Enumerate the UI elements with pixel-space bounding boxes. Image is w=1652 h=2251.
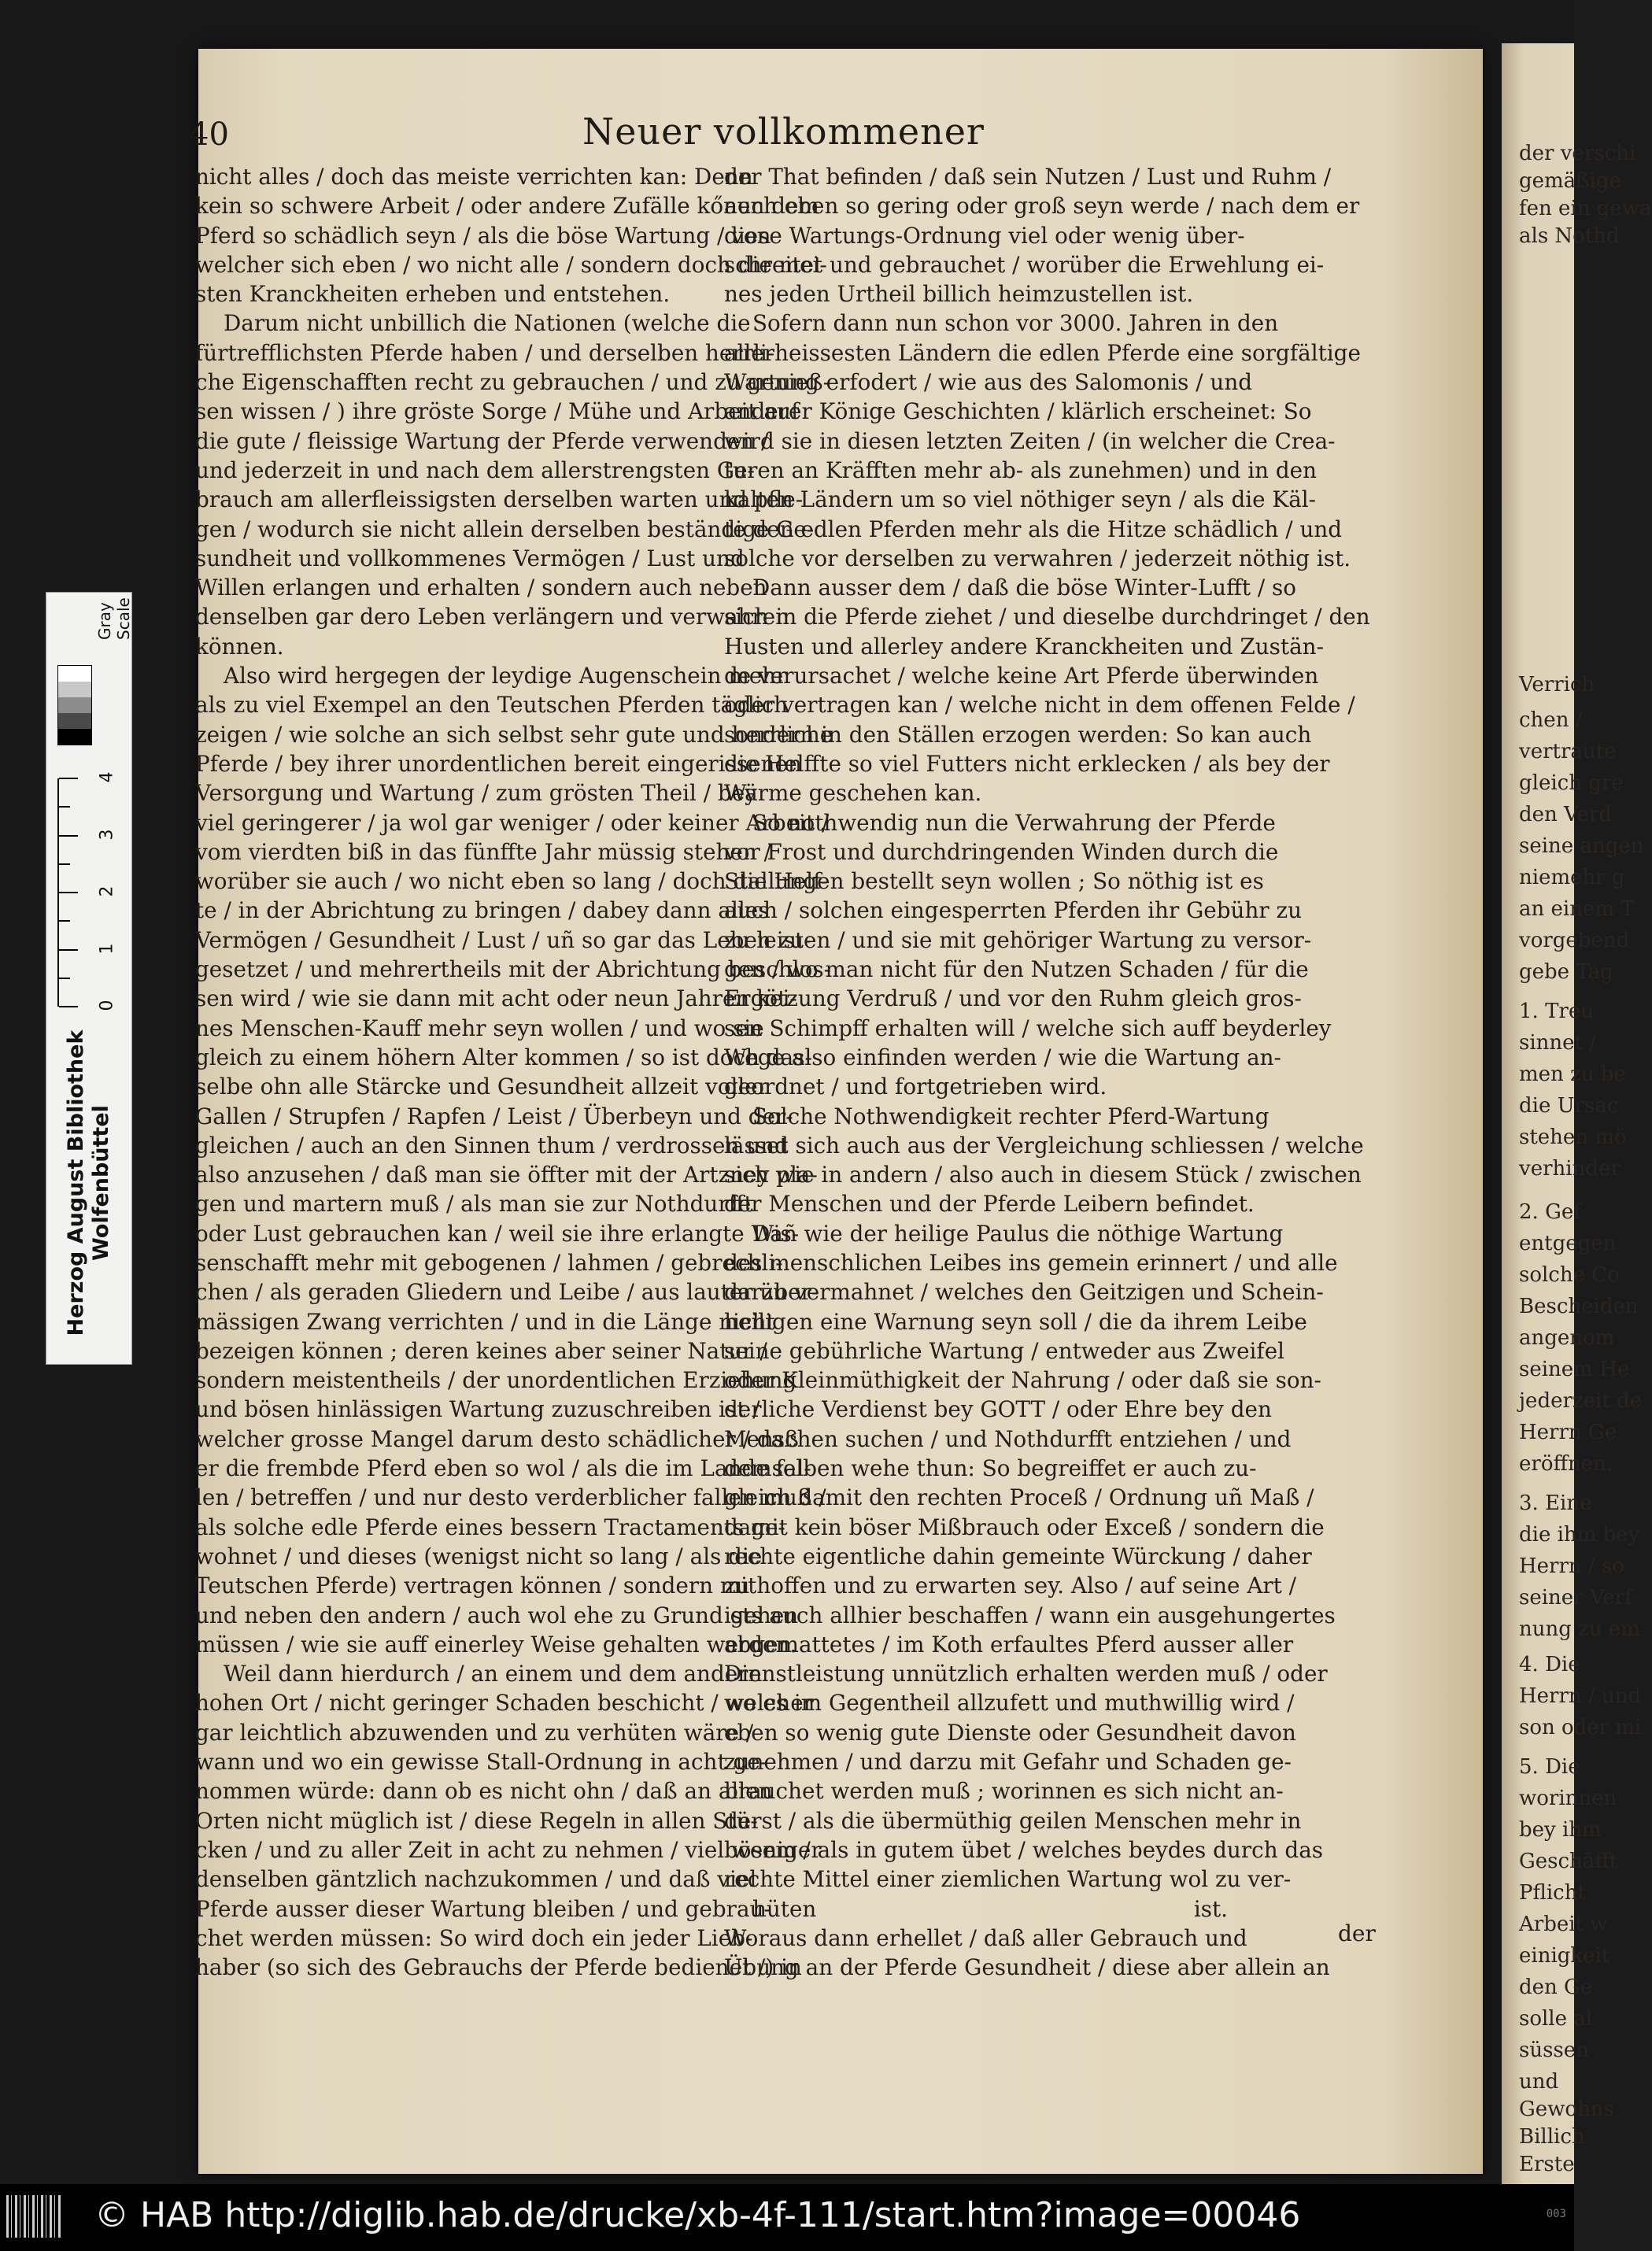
gray-swatch bbox=[58, 697, 91, 713]
text-line: sich in die Pferde ziehet / und dieselbe durchdringet / den bbox=[724, 604, 1370, 630]
text-line: oder Lust gebrauchen kan / weil sie ihre erlangte Wis- bbox=[195, 1220, 800, 1247]
facing-page-fragment: niemehr g bbox=[1519, 866, 1625, 889]
text-line: brauch am allerfleissigsten derselben warten und pfle- bbox=[195, 486, 804, 513]
text-line: Darum nicht unbillich die Nationen (welche die bbox=[224, 310, 751, 337]
text-line: senschafft mehr mit gebogenen / lahmen / gebrechli- bbox=[195, 1249, 783, 1276]
ruler-tick bbox=[59, 835, 78, 837]
text-line: sondern meistentheils / der unordentlichen Erziehung bbox=[195, 1367, 797, 1394]
text-line: hüten ist. bbox=[752, 1895, 1228, 1922]
facing-page-fragment: vorgebend bbox=[1519, 929, 1630, 952]
text-line: sten Kranckheiten erheben und entstehen. bbox=[195, 281, 671, 308]
text-line: Willen erlangen und erhalten / sondern auch neben bbox=[195, 575, 767, 601]
text-line: Dañ wie der heilige Paulus die nöthige Wartung bbox=[752, 1220, 1284, 1247]
facing-page-fragment: vertraute bbox=[1519, 740, 1617, 763]
text-line: müssen / wie sie auff einerley Weise gehalten werden. bbox=[195, 1631, 797, 1658]
facing-page-fragment: entgegen bbox=[1519, 1232, 1617, 1255]
text-line: die Helffte so viel Futters nicht erklecken / als bey der bbox=[724, 750, 1330, 777]
text-line: Dann ausser dem / daß die böse Winter-Lufft / so bbox=[752, 575, 1297, 601]
gray-swatch bbox=[58, 682, 91, 697]
facing-page-fragment: Erste bbox=[1519, 2153, 1575, 2176]
text-line: Pferde ausser dieser Wartung bleiben / und gebrau- bbox=[195, 1895, 771, 1922]
facing-page-fragment: solle al bbox=[1519, 2007, 1593, 2031]
text-line: vor Frost und durchdringenden Winden durch die bbox=[724, 838, 1279, 865]
text-line: Teutschen Pferde) vertragen können / sondern mit bbox=[195, 1573, 757, 1599]
gray-swatch bbox=[58, 729, 91, 745]
text-line: Pferde / bey ihrer unordentlichen bereit eingerissenen bbox=[195, 750, 802, 777]
text-line: derliche Verdienst bey GOTT / oder Ehre bey den bbox=[724, 1396, 1272, 1423]
text-line: sen Schimpff erhalten will / welche sich auff beyderley bbox=[724, 1015, 1332, 1041]
text-line: sen wissen / ) ihre gröste Sorge / Mühe und Arbeit auf bbox=[195, 398, 800, 425]
text-line: zu hoffen und zu erwarten sey. Also / auf seine Art / bbox=[724, 1573, 1297, 1599]
text-line: oder vertragen kan / welche nicht in dem offenen Felde / bbox=[724, 692, 1355, 719]
text-line: lässet sich auch aus der Vergleichung schliessen / welche bbox=[724, 1132, 1364, 1159]
text-line: turen an Kräfften mehr ab- als zunehmen) und in den bbox=[724, 456, 1317, 483]
text-line: mässigen Zwang verrichten / und in die Länge nicht bbox=[195, 1308, 775, 1335]
facing-page-fragment: Geschäfft bbox=[1519, 1850, 1618, 1873]
text-line: allerheissesten Ländern die edlen Pferde eine sorgfältige bbox=[724, 339, 1361, 366]
facing-page-fragment: 1. Treu bbox=[1519, 1000, 1594, 1023]
text-line: als zu viel Exempel an den Teutschen Pferden täglich bbox=[195, 692, 789, 719]
text-line: abgemattetes / im Koth erfaultes Pferd ausser aller bbox=[724, 1631, 1294, 1658]
ruler-number: 1 bbox=[97, 943, 117, 954]
text-line: cken / und zu aller Zeit in acht zu nehmen / viel weniger bbox=[195, 1836, 822, 1863]
text-line: de verursachet / welche keine Art Pferde überwinden bbox=[724, 663, 1319, 689]
text-line: nes Menschen-Kauff mehr seyn wollen / und wo sie bbox=[195, 1015, 764, 1041]
library-city: Wolfenbüttel bbox=[89, 1105, 113, 1261]
ruler-minor-tick bbox=[59, 978, 70, 979]
text-line: Übung an der Pferde Gesundheit / diese aber allein an bbox=[724, 1954, 1330, 1981]
facing-page-edge bbox=[1502, 43, 1652, 2184]
text-line: Orten nicht müglich ist / diese Regeln in allen Stü- bbox=[195, 1807, 758, 1834]
facing-page-fragment: eröffnen. bbox=[1519, 1452, 1613, 1476]
text-line: eben so wenig gute Dienste oder Gesundheit davon bbox=[724, 1719, 1296, 1746]
text-line: nicht alles / doch das meiste verrichten kan: Denn bbox=[195, 164, 753, 190]
facing-page-fragment: bey ihm bbox=[1519, 1818, 1602, 1842]
facing-page-fragment: Herrn Ge bbox=[1519, 1421, 1617, 1444]
text-line: Weil dann hierdurch / an einem und dem andern bbox=[224, 1661, 763, 1687]
ruler-tick bbox=[59, 778, 78, 779]
ruler-minor-tick bbox=[59, 863, 70, 865]
facing-page-fragment: seiner Verf bbox=[1519, 1586, 1632, 1610]
facing-page-fragment: Pflicht bbox=[1519, 1881, 1586, 1905]
text-line: als solche edle Pferde eines bessern Tractaments ge- bbox=[195, 1514, 785, 1540]
text-line: Vermögen / Gesundheit / Lust / uñ so gar das Leben zu- bbox=[195, 926, 811, 953]
text-line: Woraus dann erhellet / daß aller Gebrauch und bbox=[724, 1924, 1247, 1951]
facing-page-fragment: nung zu em bbox=[1519, 1617, 1640, 1641]
facing-page-fragment: den Verd bbox=[1519, 803, 1612, 826]
text-line: Gallen / Strupfen / Rapfen / Leist / Überbeyn und der- bbox=[195, 1103, 793, 1129]
ruler-number: 2 bbox=[97, 885, 117, 897]
text-line: demselben wehe thun: So begreiffet er auch zu- bbox=[724, 1455, 1257, 1482]
text-line: rechte Mittel einer ziemlichen Wartung wol zu ver- bbox=[724, 1866, 1292, 1893]
text-line: kalten Ländern um so viel nöthiger seyn / als die Käl- bbox=[724, 486, 1317, 513]
text-line: sen wird / wie sie dann mit acht oder neun Jahren kei- bbox=[195, 985, 797, 1012]
text-line: auch / solchen eingesperrten Pferden ihr Gebühr zu bbox=[724, 897, 1303, 924]
text-line: nes jeden Urtheil billich heimzustellen ist. bbox=[724, 281, 1194, 308]
text-line: der That befinden / daß sein Nutzen / Lust und Ruhm / bbox=[724, 164, 1332, 190]
text-line: chet werden müssen: So wird doch ein jeder Lieb- bbox=[195, 1924, 753, 1951]
text-line: solche vor derselben zu verwahren / jederzeit nöthig ist. bbox=[724, 545, 1351, 571]
text-line: vom vierdten biß in das fünffte Jahr müssig stehen / bbox=[195, 838, 771, 865]
facing-page-fragment: 5. Die bbox=[1519, 1755, 1580, 1779]
text-line: der Menschen und der Pferde Leibern befindet. bbox=[724, 1191, 1255, 1218]
text-line: zu leisten / und sie mit gehöriger Wartung zu versor- bbox=[724, 926, 1312, 953]
text-line: oder Kleinmüthigkeit der Nahrung / oder daß sie son- bbox=[724, 1367, 1321, 1394]
text-line: hohen Ort / nicht geringer Schaden beschicht / welcher bbox=[195, 1690, 814, 1717]
text-line: gleich damit den rechten Proceß / Ordnung uñ Maß / bbox=[724, 1484, 1314, 1511]
text-line: diese Wartungs-Ordnung viel oder wenig über- bbox=[724, 222, 1245, 249]
text-line: also anzusehen / daß man sie öffter mit der Artzney pla- bbox=[195, 1162, 818, 1188]
text-line: te / in der Abrichtung zu bringen / dabey dann alles bbox=[195, 897, 770, 924]
text-line: welcher sich eben / wo nicht alle / sondern doch die mei- bbox=[195, 251, 827, 278]
text-line: chen / als geraden Gliedern und Leibe / aus lauter über- bbox=[195, 1279, 819, 1306]
facing-page-fragment: Verrich bbox=[1519, 673, 1595, 697]
footer-code: 003 bbox=[1546, 2208, 1566, 2220]
facing-page-fragment: 4. Die bbox=[1519, 1653, 1580, 1676]
text-line: Dienstleistung unnützlich erhalten werden muß / oder bbox=[724, 1661, 1328, 1687]
text-line: gar leichtlich abzuwenden und zu verhüten wäre / bbox=[195, 1719, 754, 1746]
text-line: gen / wodurch sie nicht allein derselben beständige Ge- bbox=[195, 516, 815, 542]
text-line: anderer Könige Geschichten / klärlich erscheinet: So bbox=[724, 398, 1312, 425]
text-line: bösem / als in gutem übet / welches beydes durch das bbox=[724, 1836, 1324, 1863]
text-line: Also wird hergegen der leydige Augenschein mehr bbox=[224, 663, 787, 689]
text-line: auch eben so gering oder groß seyn werde / nach dem er bbox=[724, 193, 1360, 220]
text-line: geordnet / und fortgetrieben wird. bbox=[724, 1074, 1107, 1100]
facing-page-fragment: men zu be bbox=[1519, 1063, 1626, 1086]
facing-page-fragment: süssen bbox=[1519, 2038, 1589, 2062]
text-line: wohnet / und dieses (wenigst nicht so lang / als die bbox=[195, 1543, 763, 1569]
facing-page-fragment: sinnet / bbox=[1519, 1031, 1597, 1055]
text-line: fürtrefflichsten Pferde haben / und derselben herrli- bbox=[195, 339, 775, 366]
text-line: gleich zu einem höhern Alter kommen / so ist doch das- bbox=[195, 1044, 812, 1070]
text-line: und jederzeit in und nach dem allerstrengsten Ge- bbox=[195, 456, 755, 483]
text-line: Ergötzung Verdruß / und vor den Ruhm gleich gros- bbox=[724, 985, 1302, 1012]
text-line: zunehmen / und darzu mit Gefahr und Schaden ge- bbox=[724, 1749, 1292, 1776]
text-line: te den edlen Pferden mehr als die Hitze schädlich / und bbox=[724, 516, 1343, 542]
text-line: worüber sie auch / wo nicht eben so lang / doch die Helf- bbox=[195, 868, 828, 895]
facing-page-fragment: der verschi bbox=[1519, 142, 1636, 165]
facing-page-fragment: 2. Gef bbox=[1519, 1200, 1581, 1224]
ruler-tick bbox=[59, 949, 78, 951]
text-line: und neben den andern / auch wol ehe zu Grund gehen bbox=[195, 1602, 799, 1628]
text-line: Stallungen bestellt seyn wollen ; So nöthig ist es bbox=[724, 868, 1264, 895]
footer-credit-link[interactable]: © HAB http://diglib.hab.de/drucke/xb-4f-111/start.htm?image=00046 bbox=[94, 2195, 1301, 2235]
gray-scale-label: Gray Scale bbox=[95, 597, 133, 640]
library-label bbox=[46, 1002, 131, 1364]
text-line: nommen würde: dann ob es nicht ohn / daß an allen bbox=[195, 1778, 773, 1805]
text-line: können. bbox=[195, 633, 284, 660]
text-line: wird sie in diesen letzten Zeiten / (in welcher die Crea- bbox=[724, 427, 1336, 454]
facing-page-fragment: angenom bbox=[1519, 1326, 1615, 1350]
running-head: Neuer vollkommener bbox=[582, 110, 985, 153]
text-line: denselben gäntzlich nachzukommen / und daß viel bbox=[195, 1866, 757, 1893]
facing-page-fragment: chen / bbox=[1519, 708, 1583, 732]
facing-page-fragment: gleich gre bbox=[1519, 771, 1624, 795]
text-line: wann und wo ein gewisse Stall-Ordnung in acht ge- bbox=[195, 1749, 768, 1776]
text-line: Pferd so schädlich seyn / als die böse Wartung / von bbox=[195, 222, 771, 249]
facing-page-fragment: und bbox=[1519, 2070, 1559, 2094]
text-line: Solche Nothwendigkeit rechter Pferd-Wartung bbox=[752, 1103, 1269, 1129]
text-line: Wärme geschehen kan. bbox=[724, 780, 982, 807]
facing-page-fragment: 3. Eine bbox=[1519, 1491, 1592, 1515]
facing-page-fragment: Herrn / so bbox=[1519, 1554, 1624, 1578]
gray-swatch bbox=[58, 666, 91, 682]
facing-page-fragment: einigkeit bbox=[1519, 1944, 1610, 1968]
facing-page-fragment: als Nothd bbox=[1519, 224, 1620, 248]
gray-swatches bbox=[57, 665, 92, 745]
facing-page-fragment: Arbeit w bbox=[1519, 1913, 1608, 1936]
facing-page-fragment: jederzeit de bbox=[1519, 1389, 1643, 1413]
left-text-column bbox=[195, 162, 833, 1982]
facing-page-fragment: die Ursac bbox=[1519, 1094, 1619, 1118]
text-line: gleichen / auch an den Sinnen thum / verdrossen und bbox=[195, 1132, 789, 1159]
text-line: bezeigen können ; deren keines aber seiner Natur / bbox=[195, 1337, 767, 1364]
text-line: seine gebührliche Wartung / entweder aus Zweifel bbox=[724, 1337, 1285, 1364]
text-line: Husten und allerley andere Kranckheiten und Zustän- bbox=[724, 633, 1324, 660]
facing-page-fragment: fen ein gewa bbox=[1519, 197, 1652, 220]
facing-page-fragment: gemäßige bbox=[1519, 169, 1621, 193]
text-line: Wege also einfinden werden / wie die Wartung an- bbox=[724, 1044, 1281, 1070]
facing-page-fragment: den Ge bbox=[1519, 1976, 1593, 1999]
text-line: Versorgung und Wartung / zum grösten Theil / bey bbox=[195, 780, 757, 807]
text-line: So nothwendig nun die Verwahrung der Pferde bbox=[752, 809, 1276, 836]
library-name: Herzog August Bibliothek bbox=[64, 1029, 88, 1336]
text-line: die gute / fleissige Wartung der Pferde verwenden / bbox=[195, 427, 769, 454]
text-line: brauchet werden muß ; worinnen es sich nicht an- bbox=[724, 1778, 1284, 1805]
gray-swatch bbox=[58, 713, 91, 729]
text-line: ists auch allhier beschaffen / wann ein ausgehungertes bbox=[724, 1602, 1336, 1628]
text-line: und bösen hinlässigen Wartung zuzuschreiben ist / bbox=[195, 1396, 760, 1423]
barcode-icon bbox=[6, 2195, 63, 2238]
facing-page-fragment: gebe Tag bbox=[1519, 960, 1613, 984]
facing-page-fragment: solche Co bbox=[1519, 1263, 1620, 1287]
facing-page-fragment: Billich bbox=[1519, 2125, 1585, 2149]
text-line: Wartung erfodert / wie aus des Salomonis / und bbox=[724, 369, 1253, 396]
facing-page-fragment: Gewohns bbox=[1519, 2098, 1614, 2121]
text-line: gen / wo man nicht für den Nutzen Schaden / für die bbox=[724, 956, 1309, 983]
text-line: sondern in den Ställen erzogen werden: So kan auch bbox=[724, 721, 1312, 748]
ruler-number: 0 bbox=[97, 1000, 117, 1011]
text-line: des menschlichen Leibes ins gemein erinnert / und alle bbox=[724, 1249, 1338, 1276]
facing-page-fragment: verhinder bbox=[1519, 1157, 1621, 1181]
text-line: zeigen / wie solche an sich selbst sehr gute und herrliche bbox=[195, 721, 833, 748]
ruler-minor-tick bbox=[59, 806, 70, 808]
text-line: kein so schwere Arbeit / oder andere Zufälle kőnen dem bbox=[195, 193, 819, 220]
text-line: selbe ohn alle Stärcke und Gesundheit allzeit voller bbox=[195, 1074, 768, 1100]
text-line: denselben gar dero Leben verlängern und verwahren bbox=[195, 604, 790, 630]
text-line: rechte eigentliche dahin gemeinte Würckung / daher bbox=[724, 1543, 1312, 1569]
text-line: Sofern dann nun schon vor 3000. Jahren in den bbox=[752, 310, 1279, 337]
text-line: sundheit und vollkommenes Vermögen / Lust und bbox=[195, 545, 745, 571]
text-line: wo es im Gegentheil allzufett und muthwillig wird / bbox=[724, 1690, 1295, 1717]
ruler-minor-tick bbox=[59, 920, 70, 922]
facing-page-fragment: seine angen bbox=[1519, 834, 1644, 858]
text-line: gen und martern muß / als man sie zur Nothdurfft bbox=[195, 1191, 753, 1218]
catchword: der bbox=[1338, 1920, 1376, 1946]
ruler-scale bbox=[57, 771, 117, 1011]
text-line: er die frembde Pferd eben so wol / als die im Lande fal- bbox=[195, 1455, 811, 1482]
text-line: len / betreffen / und nur desto verderblicher fallen muß / bbox=[195, 1484, 826, 1511]
ruler-number: 4 bbox=[97, 771, 117, 783]
text-line: Menschen suchen / und Nothdurfft entziehen / und bbox=[724, 1425, 1292, 1452]
facing-page-fragment: Herrn / und bbox=[1519, 1684, 1642, 1708]
text-line: haber (so sich des Gebrauchs der Pferde bedienet /) in bbox=[195, 1954, 802, 1981]
text-line: gesetzet / und mehrertheils mit der Abrichtung beschlos- bbox=[195, 956, 832, 983]
text-line: darzu vermahnet / welches den Geitzigen und Schein- bbox=[724, 1279, 1324, 1306]
ruler-number: 3 bbox=[97, 829, 117, 840]
right-text-column bbox=[724, 162, 1370, 1982]
facing-page-fragment: worinnen bbox=[1519, 1787, 1617, 1810]
page-number: 40 bbox=[189, 116, 229, 153]
color-scale-ruler bbox=[46, 592, 132, 1365]
text-line: damit kein böser Mißbrauch oder Exceß / sondern die bbox=[724, 1514, 1325, 1540]
text-line: viel geringerer / ja wol gar weniger / oder keiner Arbeit / bbox=[195, 809, 830, 836]
facing-page-fragment: an einem T bbox=[1519, 897, 1635, 921]
facing-page-fragment: seinem He bbox=[1519, 1358, 1630, 1381]
text-line: che Eigenschafften recht zu gebrauchen / und zu genieß- bbox=[195, 369, 831, 396]
text-line: sich wie in andern / also auch in diesem Stück / zwischen bbox=[724, 1162, 1362, 1188]
text-line: schreitet und gebrauchet / worüber die Erwehlung ei- bbox=[724, 251, 1325, 278]
facing-page-fragment: Bescheiden bbox=[1519, 1295, 1639, 1318]
text-line: welcher grosse Mangel darum desto schädlicher / daß bbox=[195, 1425, 799, 1452]
ruler-tick bbox=[59, 892, 78, 893]
footer-bar bbox=[0, 2184, 1574, 2251]
facing-page-fragment: die ihm bey bbox=[1519, 1523, 1640, 1547]
text-line: derst / als die übermüthig geilen Menschen mehr in bbox=[724, 1807, 1302, 1834]
facing-page-fragment: son oder mi bbox=[1519, 1716, 1642, 1739]
text-line: heiligen eine Warnung seyn soll / die da ihrem Leibe bbox=[724, 1308, 1307, 1335]
facing-page-fragment: stehen mö bbox=[1519, 1126, 1627, 1149]
